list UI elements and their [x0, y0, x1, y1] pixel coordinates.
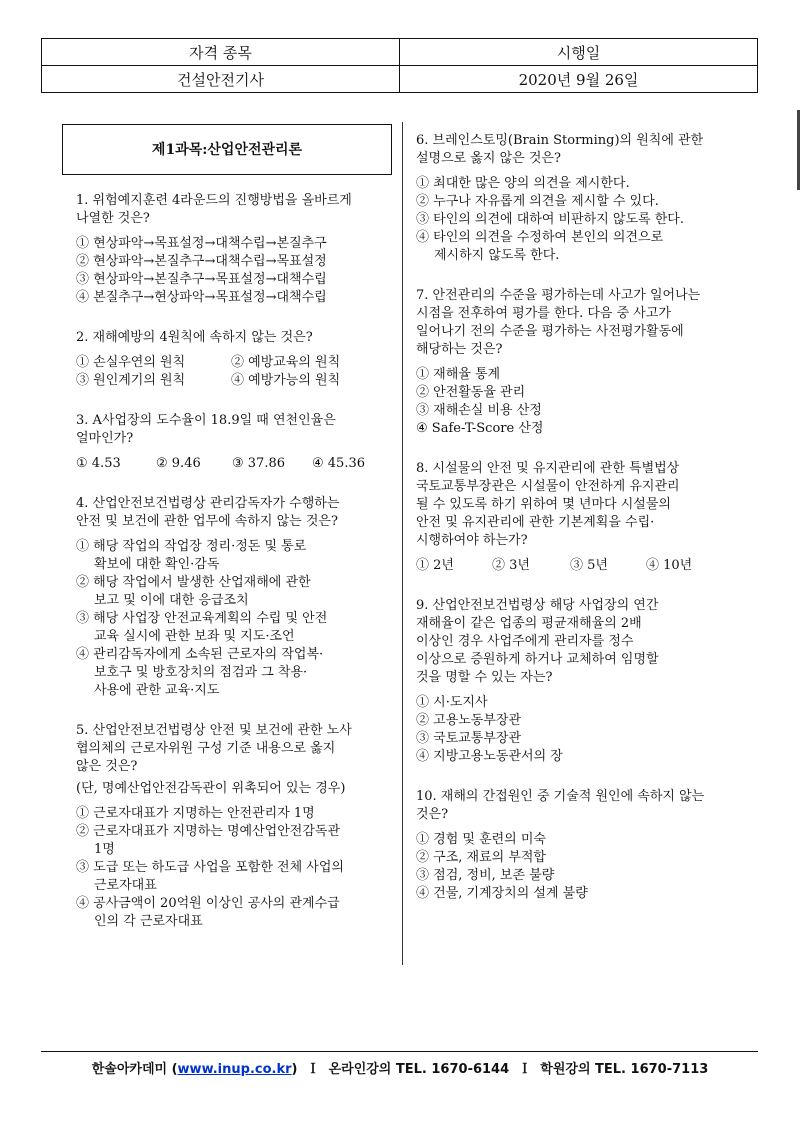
option: ② 예방교육의 원칙: [231, 355, 341, 370]
option: ① 시·도지사: [416, 695, 488, 710]
option: ④ Safe-T-Score 산정: [416, 421, 544, 436]
question-stem: 5. 산업안전보건법령상 안전 및 보건에 관한 노사 협의체의 근로자위원 구성 기준 내용으로 옳지 않은 것은?: [76, 723, 352, 774]
question-stem: 4. 산업안전보건법령상 관리감독자가 수행하는 안전 및 보건에 관한 업무에 속하지 않는 것은?: [76, 496, 340, 529]
header-col2-label: 시행일: [400, 39, 758, 66]
question-9: [416, 597, 748, 766]
header-col2-value: 2020년 9월 26일: [400, 66, 758, 93]
option: ① 2년: [416, 558, 454, 573]
option: ② 현상파악→본질추구→대책수립→목표설정: [76, 254, 327, 269]
option: ① 4.53: [76, 456, 121, 471]
footer: 한솔아카데미 (www.inup.co.kr) Ｉ 온라인강의 TEL. 1670-6144 Ｉ 학원강의 TEL. 1670-7113: [91, 1062, 709, 1077]
option: ④ 관리감독자에게 소속된 근로자의 작업복· 보호구 및 방호장치의 점검과 그 착용· 사용에 관한 교육·지도: [76, 647, 324, 698]
option: ② 9.46: [156, 456, 201, 471]
question-stem: 10. 재해의 간접원인 중 기술적 원인에 속하지 않는 것은?: [416, 789, 705, 822]
option: ② 안전활동율 관리: [416, 385, 526, 400]
question-stem: 2. 재해예방의 4원칙에 속하지 않는 것은?: [76, 330, 313, 345]
option: ③ 점검, 정비, 보존 불량: [416, 868, 555, 883]
option: ④ 타인의 의견을 수정하여 본인의 의견으로 제시하지 않도록 한다.: [416, 230, 664, 263]
option: ④ 건물, 기계장치의 설계 불량: [416, 886, 588, 901]
option: ① 근로자대표가 지명하는 안전관리자 1명: [76, 806, 315, 821]
option: ④ 본질추구→현상파악→목표설정→대책수립: [76, 290, 327, 305]
header-col1-label: 자격 종목: [42, 39, 400, 66]
option: ② 구조, 재료의 부적합: [416, 850, 546, 865]
question-10: [416, 788, 748, 903]
option: ③ 37.86: [232, 456, 286, 471]
option: ③ 현상파악→본질추구→목표설정→대책수립: [76, 272, 327, 287]
option: ① 현상파악→목표설정→대책수립→본질추구: [76, 236, 327, 251]
option: ④ 45.36: [312, 456, 366, 471]
right-column: [416, 122, 748, 903]
footer-online-tel: 온라인강의 TEL. 1670-6144: [328, 1062, 510, 1077]
footer-url-link[interactable]: www.inup.co.kr: [177, 1062, 292, 1077]
question-6: [416, 132, 748, 265]
left-column: [76, 122, 392, 931]
question-5: [76, 722, 392, 931]
option: ② 누구나 자유롭게 의견을 제시할 수 있다.: [416, 194, 659, 209]
question-4: [76, 495, 392, 700]
question-2: [76, 329, 392, 390]
question-8: [416, 460, 748, 575]
option: ④ 10년: [646, 558, 693, 573]
question-stem: 1. 위험예지훈련 4라운드의 진행방법을 올바르게 나열한 것은?: [76, 193, 352, 226]
option: ④ 공사금액이 20억원 이상인 공사의 관계수급 인의 각 근로자대표: [76, 896, 340, 929]
option: ① 경험 및 훈련의 미숙: [416, 832, 546, 847]
header-col1-value: 건설안전기사: [42, 66, 400, 93]
section-title: 제1과목:산업안전관리론: [62, 124, 392, 175]
question-1: [76, 192, 392, 307]
option: ③ 타인의 의견에 대하여 비판하지 않도록 한다.: [416, 212, 684, 227]
header-table: [41, 38, 758, 93]
question-stem: 9. 산업안전보건법령상 해당 사업장의 연간 재해율이 같은 업종의 평균재해율의 2배 이상인 경우 사업주에게 관리자를 정수 이상으로 증원하게 하거나 교체하여 임명할 것을 명할 수 있는 자는?: [416, 598, 659, 685]
option: ② 해당 작업에서 발생한 산업재해에 관한 보고 및 이에 대한 응급조치: [76, 575, 311, 608]
option: ③ 5년: [570, 558, 608, 573]
option: ② 고용노동부장관: [416, 713, 522, 728]
option: ② 3년: [492, 558, 530, 573]
option: ① 최대한 많은 양의 의견을 제시한다.: [416, 176, 630, 191]
footer-academy-tel: 학원강의 TEL. 1670-7113: [540, 1062, 709, 1077]
option: ③ 원인계기의 원칙: [76, 373, 186, 388]
option: ③ 재해손실 비용 산정: [416, 403, 542, 418]
option: ② 근로자대표가 지명하는 명예산업안전감독관 1명: [76, 824, 340, 857]
question-stem: 3. A사업장의 도수율이 18.9일 때 연천인율은 얼마인가?: [76, 413, 336, 446]
footer-divider: [41, 1051, 758, 1052]
question-stem: 6. 브레인스토밍(Brain Storming)의 원칙에 관한 설명으로 옳지 않은 것은?: [416, 133, 704, 166]
column-divider: [402, 122, 403, 965]
option: ① 손실우연의 원칙: [76, 355, 186, 370]
option: ① 해당 작업의 작업장 정리·정돈 및 통로 확보에 대한 확인·감독: [76, 539, 307, 572]
footer-brand: 한솔아카데미: [91, 1062, 168, 1077]
option: ③ 해당 사업장 안전교육계획의 수립 및 안전 교육 실시에 관한 보좌 및 지도·조언: [76, 611, 328, 644]
question-7: [416, 287, 748, 438]
question-stem: 8. 시설물의 안전 및 유지관리에 관한 특별법상 국토교통부장관은 시설물이 안전하게 유지관리 될 수 있도록 하기 위하여 몇 년마다 시설물의 안전 및 유지관리에 관한 기본계획을 수립· 시행하여야 하는가?: [416, 461, 680, 548]
question-stem: 7. 안전관리의 수준을 평가하는데 사고가 일어나는 시점을 전후하여 평가를 한다. 다음 중 사고가 일어나기 전의 수준을 평가하는 사전평가활동에 해당하는 것은?: [416, 288, 701, 357]
option: ① 재해율 통계: [416, 367, 501, 382]
question-note: (단, 명예산업안전감독관이 위촉되어 있는 경우): [76, 781, 346, 796]
option: ③ 국토교통부장관: [416, 731, 522, 746]
question-3: [76, 412, 392, 473]
option: ③ 도급 또는 하도급 사업을 포함한 전체 사업의 근로자대표: [76, 860, 344, 893]
option: ④ 예방가능의 원칙: [231, 373, 341, 388]
option: ④ 지방고용노동관서의 장: [416, 749, 563, 764]
